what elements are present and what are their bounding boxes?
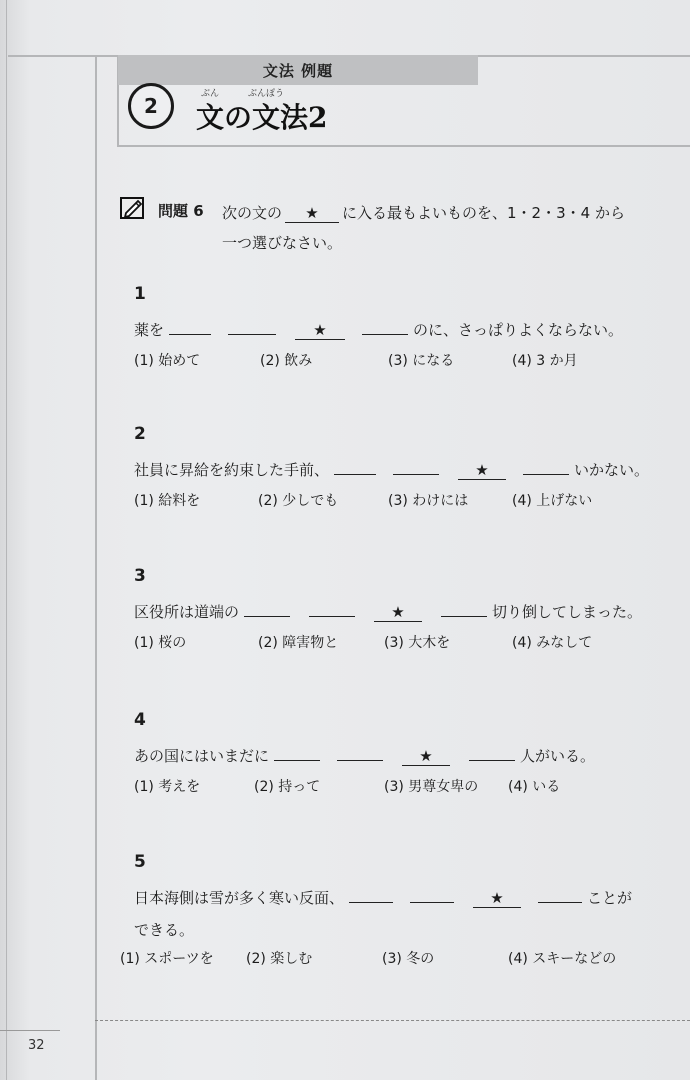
star-blank: ★ (374, 603, 422, 622)
sentence-before: 日本海側は雪が多く寒い反面、 (134, 889, 345, 907)
section-label: 文法 例題 (262, 62, 334, 80)
answer-blank (228, 316, 276, 335)
option-1[interactable]: (1) 始めて (134, 353, 201, 369)
option-1[interactable]: (1) スポーツを (120, 951, 214, 967)
sentence-before: あの国にはいまだに (134, 747, 270, 765)
answer-blank (441, 598, 487, 617)
question-number: 3 (134, 566, 146, 586)
ruby-bunpou: ぶんぽう (248, 89, 285, 99)
answer-blank (337, 742, 383, 761)
question-number: 2 (134, 424, 146, 444)
answer-blank (523, 456, 569, 475)
left-margin-line (6, 0, 7, 1080)
option-2[interactable]: (2) 少しでも (258, 493, 339, 509)
prompt-text (222, 198, 652, 258)
option-1[interactable]: (1) 考えを (134, 779, 201, 795)
answer-blank (349, 884, 393, 903)
option-2[interactable]: (2) 楽しむ (246, 951, 313, 967)
answer-options (120, 948, 690, 972)
star-blank: ★ (402, 747, 450, 766)
sentence-before: 社員に昇給を約束した手前、 (134, 461, 330, 479)
sentence-after: 人がいる。 (520, 747, 596, 765)
answer-options (134, 632, 690, 656)
sentence-after: ことが (587, 889, 633, 907)
star-blank: ★ (458, 461, 506, 480)
question-sentence (134, 452, 690, 490)
question-number: 1 (134, 284, 146, 304)
answer-blank (469, 742, 515, 761)
question-sentence-line2: できる。 (134, 921, 195, 939)
answer-blank (169, 316, 211, 335)
answer-blank (538, 884, 582, 903)
answer-blank (362, 316, 408, 335)
chapter-number: 2 (144, 94, 158, 118)
answer-options (134, 490, 690, 514)
prompt-line2: 一つ選びなさい。 (222, 234, 343, 252)
prompt-star-blank: ★ (285, 204, 339, 223)
option-2[interactable]: (2) 障害物と (258, 635, 339, 651)
option-1[interactable]: (1) 給料を (134, 493, 201, 509)
page-number: 32 (28, 1038, 45, 1053)
chapter-number-badge (128, 83, 174, 129)
answer-blank (410, 884, 454, 903)
answer-blank (334, 456, 376, 475)
prompt-text-before: 次の文の (222, 204, 283, 222)
question-4 (134, 710, 690, 800)
answer-blank (393, 456, 439, 475)
chapter-title: 文の文法2 (196, 101, 328, 134)
option-3[interactable]: (3) になる (388, 353, 455, 369)
option-4[interactable]: (4) みなして (512, 635, 593, 651)
question-number: 5 (134, 852, 146, 872)
prompt-label: 問題 6 (158, 202, 204, 220)
content-left-border (95, 55, 97, 1080)
pencil-note-icon (120, 196, 146, 220)
sentence-after: のに、さっぱりよくならない。 (413, 321, 624, 339)
answer-options (134, 776, 690, 800)
star-blank: ★ (473, 889, 521, 908)
question-sentence (134, 594, 690, 632)
sentence-after: いかない。 (574, 461, 650, 479)
sentence-before: 薬を (134, 321, 165, 339)
option-2[interactable]: (2) 飲み (260, 353, 313, 369)
option-4[interactable]: (4) 3 か月 (512, 353, 578, 369)
question-3 (134, 566, 690, 656)
question-1 (134, 284, 690, 374)
sentence-after: 切り倒してしまった。 (492, 603, 643, 621)
ruby-bun: ぶん (201, 89, 220, 99)
question-number: 4 (134, 710, 146, 730)
answer-blank (274, 742, 320, 761)
answer-blank (309, 598, 355, 617)
option-4[interactable]: (4) いる (508, 779, 561, 795)
option-3[interactable]: (3) 大木を (384, 635, 451, 651)
question-5 (120, 852, 690, 972)
question-2 (134, 424, 690, 514)
option-4[interactable]: (4) スキーなどの (508, 951, 617, 967)
question-sentence (134, 880, 690, 918)
page-number-rule (0, 1030, 60, 1031)
option-4[interactable]: (4) 上げない (512, 493, 593, 509)
prompt-text-after: に入る最もよいものを、1・2・3・4 から (342, 204, 625, 222)
star-blank: ★ (295, 321, 345, 340)
sentence-before: 区役所は道端の (134, 603, 240, 621)
answer-options (134, 350, 690, 374)
option-2[interactable]: (2) 持って (254, 779, 321, 795)
answer-blank (244, 598, 290, 617)
option-3[interactable]: (3) わけには (388, 493, 469, 509)
option-1[interactable]: (1) 桜の (134, 635, 187, 651)
option-3[interactable]: (3) 冬の (382, 951, 435, 967)
option-3[interactable]: (3) 男尊女卑の (384, 779, 479, 795)
question-sentence (134, 738, 690, 776)
bottom-dashed-divider (95, 1020, 690, 1021)
question-sentence (134, 312, 690, 350)
header-bottom-border (117, 145, 690, 147)
